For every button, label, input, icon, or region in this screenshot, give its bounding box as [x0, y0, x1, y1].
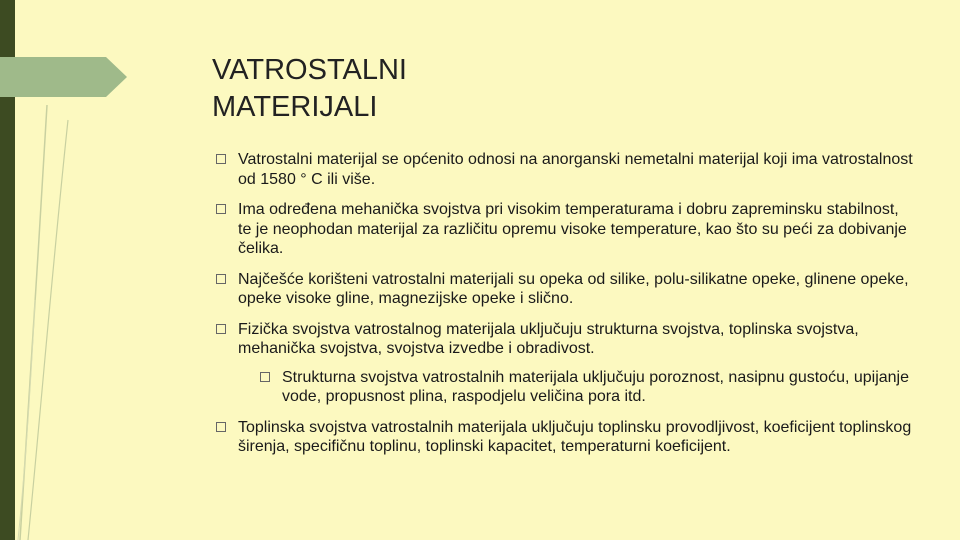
bullet-text: Fizička svojstva vatrostalnog materijala uključuju strukturna svojstva, toplinska svojstva, mehanička svojstva, svojstva izvedbe i obradivost.: [238, 320, 859, 357]
slide-title: VATROSTALNI MATERIJALI: [212, 54, 407, 123]
square-bullet-icon: [216, 154, 226, 164]
title-arrow-shape: [0, 57, 127, 97]
bullet-item: [216, 270, 916, 309]
bullet-text: Strukturna svojstva vatrostalnih materijala uključuju poroznost, nasipnu gustoću, upijanje vode, propusnost plina, raspodjelu veličina pora itd.: [282, 368, 910, 405]
square-bullet-icon: [216, 324, 226, 334]
bullet-text: Najčešće korišteni vatrostalni materijali su opeka od silike, polu-silikatne opeke, glinene opeke, opeke visoke gline, magnezijske opeke i slično.: [238, 270, 909, 307]
decorative-arrow-and-lines: [0, 0, 140, 540]
square-bullet-icon: [216, 422, 226, 432]
decorative-curve-line-2: [28, 120, 68, 540]
square-bullet-icon: [216, 274, 226, 284]
bullet-item: [216, 150, 916, 189]
bullet-text: Vatrostalni materijal se općenito odnosi na anorganski nemetalni materijal koji ima vatrostalnost od 1580 ° C ili više.: [238, 151, 913, 188]
bullet-item: [216, 200, 916, 259]
bullet-list: [216, 150, 916, 468]
sub-bullet-item: [260, 368, 916, 407]
bullet-item: [216, 418, 916, 457]
bullet-text: Ima određena mehanička svojstva pri visokim temperaturama i dobru zapreminsku stabilnost, te je neophodan materijal za različitu opremu visoke temperature, kao što su peći za dobivanje čelika.: [238, 201, 907, 257]
square-bullet-icon: [216, 204, 226, 214]
square-bullet-icon: [260, 372, 270, 382]
bullet-text: Toplinska svojstva vatrostalnih materijala uključuju toplinsku provodljivost, koeficijent toplinskog širenja, specifičnu toplinu, toplinski kapacitet, temperaturni koeficijent.: [238, 418, 912, 455]
bullet-item: [216, 320, 916, 359]
